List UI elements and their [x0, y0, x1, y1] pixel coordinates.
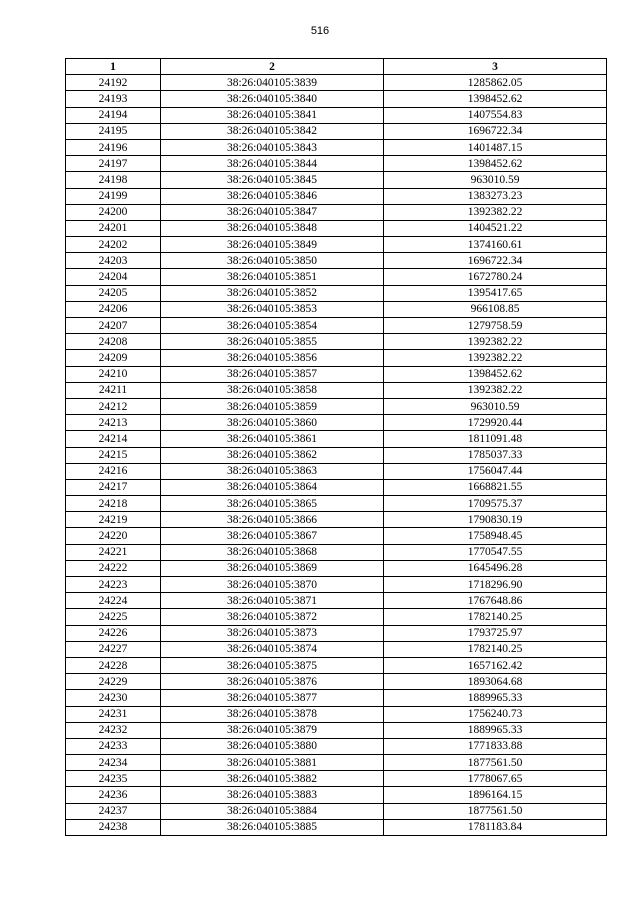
value-cell: 1392382.22 — [384, 350, 607, 366]
row-number-cell: 24207 — [66, 318, 161, 334]
row-number-cell: 24222 — [66, 560, 161, 576]
column-header-1: 1 — [66, 59, 161, 75]
cadastral-number-cell: 38:26:040105:3880 — [161, 738, 384, 754]
cadastral-number-cell: 38:26:040105:3863 — [161, 463, 384, 479]
row-number-cell: 24233 — [66, 738, 161, 754]
table-row — [66, 123, 607, 139]
row-number-cell: 24197 — [66, 156, 161, 172]
value-cell: 1877561.50 — [384, 755, 607, 771]
table-row — [66, 75, 607, 91]
row-number-cell: 24216 — [66, 463, 161, 479]
value-cell: 1889965.33 — [384, 690, 607, 706]
value-cell: 963010.59 — [384, 398, 607, 414]
value-cell: 1672780.24 — [384, 269, 607, 285]
value-cell: 1395417.65 — [384, 285, 607, 301]
cadastral-number-cell: 38:26:040105:3850 — [161, 253, 384, 269]
table-row — [66, 285, 607, 301]
cadastral-number-cell: 38:26:040105:3884 — [161, 803, 384, 819]
value-cell: 1392382.22 — [384, 334, 607, 350]
row-number-cell: 24237 — [66, 803, 161, 819]
row-number-cell: 24232 — [66, 722, 161, 738]
row-number-cell: 24196 — [66, 139, 161, 155]
column-header-2: 2 — [161, 59, 384, 75]
table-row — [66, 803, 607, 819]
table-row — [66, 577, 607, 593]
data-table — [65, 58, 607, 836]
row-number-cell: 24201 — [66, 220, 161, 236]
cadastral-number-cell: 38:26:040105:3844 — [161, 156, 384, 172]
row-number-cell: 24224 — [66, 593, 161, 609]
value-cell: 1756240.73 — [384, 706, 607, 722]
cadastral-number-cell: 38:26:040105:3849 — [161, 237, 384, 253]
cadastral-number-cell: 38:26:040105:3875 — [161, 657, 384, 673]
row-number-cell: 24235 — [66, 771, 161, 787]
cadastral-number-cell: 38:26:040105:3848 — [161, 220, 384, 236]
value-cell: 1782140.25 — [384, 609, 607, 625]
value-cell: 1401487.15 — [384, 139, 607, 155]
table-row — [66, 220, 607, 236]
table-row — [66, 560, 607, 576]
table-row — [66, 593, 607, 609]
cadastral-number-cell: 38:26:040105:3859 — [161, 398, 384, 414]
cadastral-number-cell: 38:26:040105:3879 — [161, 722, 384, 738]
value-cell: 1279758.59 — [384, 318, 607, 334]
table-row — [66, 301, 607, 317]
cadastral-number-cell: 38:26:040105:3862 — [161, 447, 384, 463]
cadastral-number-cell: 38:26:040105:3864 — [161, 479, 384, 495]
value-cell: 1889965.33 — [384, 722, 607, 738]
value-cell: 1893064.68 — [384, 674, 607, 690]
row-number-cell: 24208 — [66, 334, 161, 350]
value-cell: 1770547.55 — [384, 544, 607, 560]
value-cell: 1696722.34 — [384, 253, 607, 269]
row-number-cell: 24230 — [66, 690, 161, 706]
cadastral-number-cell: 38:26:040105:3881 — [161, 755, 384, 771]
table-row — [66, 771, 607, 787]
cadastral-number-cell: 38:26:040105:3852 — [161, 285, 384, 301]
row-number-cell: 24206 — [66, 301, 161, 317]
table-row — [66, 139, 607, 155]
value-cell: 1782140.25 — [384, 641, 607, 657]
value-cell: 1785037.33 — [384, 447, 607, 463]
table-row — [66, 722, 607, 738]
cadastral-number-cell: 38:26:040105:3869 — [161, 560, 384, 576]
table-row — [66, 350, 607, 366]
value-cell: 1374160.61 — [384, 237, 607, 253]
row-number-cell: 24195 — [66, 123, 161, 139]
table-row — [66, 528, 607, 544]
value-cell: 1696722.34 — [384, 123, 607, 139]
cadastral-number-cell: 38:26:040105:3878 — [161, 706, 384, 722]
cadastral-number-cell: 38:26:040105:3853 — [161, 301, 384, 317]
cadastral-number-cell: 38:26:040105:3839 — [161, 75, 384, 91]
row-number-cell: 24227 — [66, 641, 161, 657]
row-number-cell: 24198 — [66, 172, 161, 188]
row-number-cell: 24200 — [66, 204, 161, 220]
table-row — [66, 657, 607, 673]
table-row — [66, 641, 607, 657]
cadastral-number-cell: 38:26:040105:3873 — [161, 625, 384, 641]
cadastral-number-cell: 38:26:040105:3857 — [161, 366, 384, 382]
row-number-cell: 24223 — [66, 577, 161, 593]
table-row — [66, 674, 607, 690]
row-number-cell: 24217 — [66, 479, 161, 495]
row-number-cell: 24229 — [66, 674, 161, 690]
value-cell: 1781183.84 — [384, 819, 607, 835]
value-cell: 1398452.62 — [384, 366, 607, 382]
value-cell: 1811091.48 — [384, 431, 607, 447]
row-number-cell: 24202 — [66, 237, 161, 253]
cadastral-number-cell: 38:26:040105:3868 — [161, 544, 384, 560]
cadastral-number-cell: 38:26:040105:3861 — [161, 431, 384, 447]
table-row — [66, 690, 607, 706]
value-cell: 1398452.62 — [384, 156, 607, 172]
cadastral-number-cell: 38:26:040105:3854 — [161, 318, 384, 334]
value-cell: 1392382.22 — [384, 382, 607, 398]
cadastral-number-cell: 38:26:040105:3871 — [161, 593, 384, 609]
table-header-row — [66, 59, 607, 75]
row-number-cell: 24203 — [66, 253, 161, 269]
cadastral-number-cell: 38:26:040105:3855 — [161, 334, 384, 350]
value-cell: 963010.59 — [384, 172, 607, 188]
table-row — [66, 544, 607, 560]
value-cell: 1285862.05 — [384, 75, 607, 91]
table-row — [66, 398, 607, 414]
row-number-cell: 24215 — [66, 447, 161, 463]
value-cell: 1645496.28 — [384, 560, 607, 576]
table-row — [66, 415, 607, 431]
row-number-cell: 24193 — [66, 91, 161, 107]
value-cell: 1771833.88 — [384, 738, 607, 754]
table-row — [66, 738, 607, 754]
table-row — [66, 253, 607, 269]
cadastral-number-cell: 38:26:040105:3846 — [161, 188, 384, 204]
row-number-cell: 24211 — [66, 382, 161, 398]
table-row — [66, 382, 607, 398]
table-row — [66, 188, 607, 204]
table-row — [66, 318, 607, 334]
cadastral-number-cell: 38:26:040105:3840 — [161, 91, 384, 107]
table-row — [66, 755, 607, 771]
table-row — [66, 463, 607, 479]
table-row — [66, 204, 607, 220]
cadastral-number-cell: 38:26:040105:3851 — [161, 269, 384, 285]
column-header-3: 3 — [384, 59, 607, 75]
row-number-cell: 24231 — [66, 706, 161, 722]
row-number-cell: 24236 — [66, 787, 161, 803]
value-cell: 1668821.55 — [384, 479, 607, 495]
table-row — [66, 334, 607, 350]
value-cell: 1718296.90 — [384, 577, 607, 593]
value-cell: 1793725.97 — [384, 625, 607, 641]
table-row — [66, 609, 607, 625]
value-cell: 1398452.62 — [384, 91, 607, 107]
row-number-cell: 24238 — [66, 819, 161, 835]
cadastral-number-cell: 38:26:040105:3885 — [161, 819, 384, 835]
value-cell: 1657162.42 — [384, 657, 607, 673]
table-row — [66, 819, 607, 835]
value-cell: 966108.85 — [384, 301, 607, 317]
row-number-cell: 24225 — [66, 609, 161, 625]
table-row — [66, 269, 607, 285]
cadastral-number-cell: 38:26:040105:3841 — [161, 107, 384, 123]
page-number: 516 — [310, 25, 330, 37]
table-row — [66, 172, 607, 188]
row-number-cell: 24205 — [66, 285, 161, 301]
cadastral-number-cell: 38:26:040105:3866 — [161, 512, 384, 528]
row-number-cell: 24221 — [66, 544, 161, 560]
value-cell: 1767648.86 — [384, 593, 607, 609]
cadastral-number-cell: 38:26:040105:3845 — [161, 172, 384, 188]
row-number-cell: 24213 — [66, 415, 161, 431]
table-row — [66, 91, 607, 107]
row-number-cell: 24228 — [66, 657, 161, 673]
value-cell: 1729920.44 — [384, 415, 607, 431]
value-cell: 1709575.37 — [384, 496, 607, 512]
table-row — [66, 107, 607, 123]
cadastral-number-cell: 38:26:040105:3860 — [161, 415, 384, 431]
row-number-cell: 24209 — [66, 350, 161, 366]
cadastral-number-cell: 38:26:040105:3882 — [161, 771, 384, 787]
row-number-cell: 24212 — [66, 398, 161, 414]
table-row — [66, 787, 607, 803]
value-cell: 1404521.22 — [384, 220, 607, 236]
value-cell: 1896164.15 — [384, 787, 607, 803]
cadastral-number-cell: 38:26:040105:3865 — [161, 496, 384, 512]
cadastral-number-cell: 38:26:040105:3876 — [161, 674, 384, 690]
cadastral-number-cell: 38:26:040105:3856 — [161, 350, 384, 366]
table-row — [66, 431, 607, 447]
value-cell: 1877561.50 — [384, 803, 607, 819]
cadastral-number-cell: 38:26:040105:3870 — [161, 577, 384, 593]
table-row — [66, 447, 607, 463]
value-cell: 1392382.22 — [384, 204, 607, 220]
table-row — [66, 237, 607, 253]
table-row — [66, 479, 607, 495]
row-number-cell: 24219 — [66, 512, 161, 528]
value-cell: 1778067.65 — [384, 771, 607, 787]
row-number-cell: 24214 — [66, 431, 161, 447]
cadastral-number-cell: 38:26:040105:3883 — [161, 787, 384, 803]
table-row — [66, 625, 607, 641]
row-number-cell: 24210 — [66, 366, 161, 382]
table-row — [66, 512, 607, 528]
row-number-cell: 24192 — [66, 75, 161, 91]
table-row — [66, 496, 607, 512]
table-row — [66, 706, 607, 722]
value-cell: 1756047.44 — [384, 463, 607, 479]
value-cell: 1758948.45 — [384, 528, 607, 544]
value-cell: 1383273.23 — [384, 188, 607, 204]
row-number-cell: 24234 — [66, 755, 161, 771]
table-body — [66, 75, 607, 836]
cadastral-number-cell: 38:26:040105:3867 — [161, 528, 384, 544]
cadastral-number-cell: 38:26:040105:3843 — [161, 139, 384, 155]
row-number-cell: 24226 — [66, 625, 161, 641]
table-row — [66, 366, 607, 382]
cadastral-number-cell: 38:26:040105:3842 — [161, 123, 384, 139]
value-cell: 1407554.83 — [384, 107, 607, 123]
cadastral-number-cell: 38:26:040105:3877 — [161, 690, 384, 706]
row-number-cell: 24199 — [66, 188, 161, 204]
value-cell: 1790830.19 — [384, 512, 607, 528]
row-number-cell: 24204 — [66, 269, 161, 285]
row-number-cell: 24220 — [66, 528, 161, 544]
cadastral-number-cell: 38:26:040105:3874 — [161, 641, 384, 657]
cadastral-number-cell: 38:26:040105:3847 — [161, 204, 384, 220]
row-number-cell: 24194 — [66, 107, 161, 123]
cadastral-number-cell: 38:26:040105:3858 — [161, 382, 384, 398]
cadastral-number-cell: 38:26:040105:3872 — [161, 609, 384, 625]
row-number-cell: 24218 — [66, 496, 161, 512]
table-row — [66, 156, 607, 172]
